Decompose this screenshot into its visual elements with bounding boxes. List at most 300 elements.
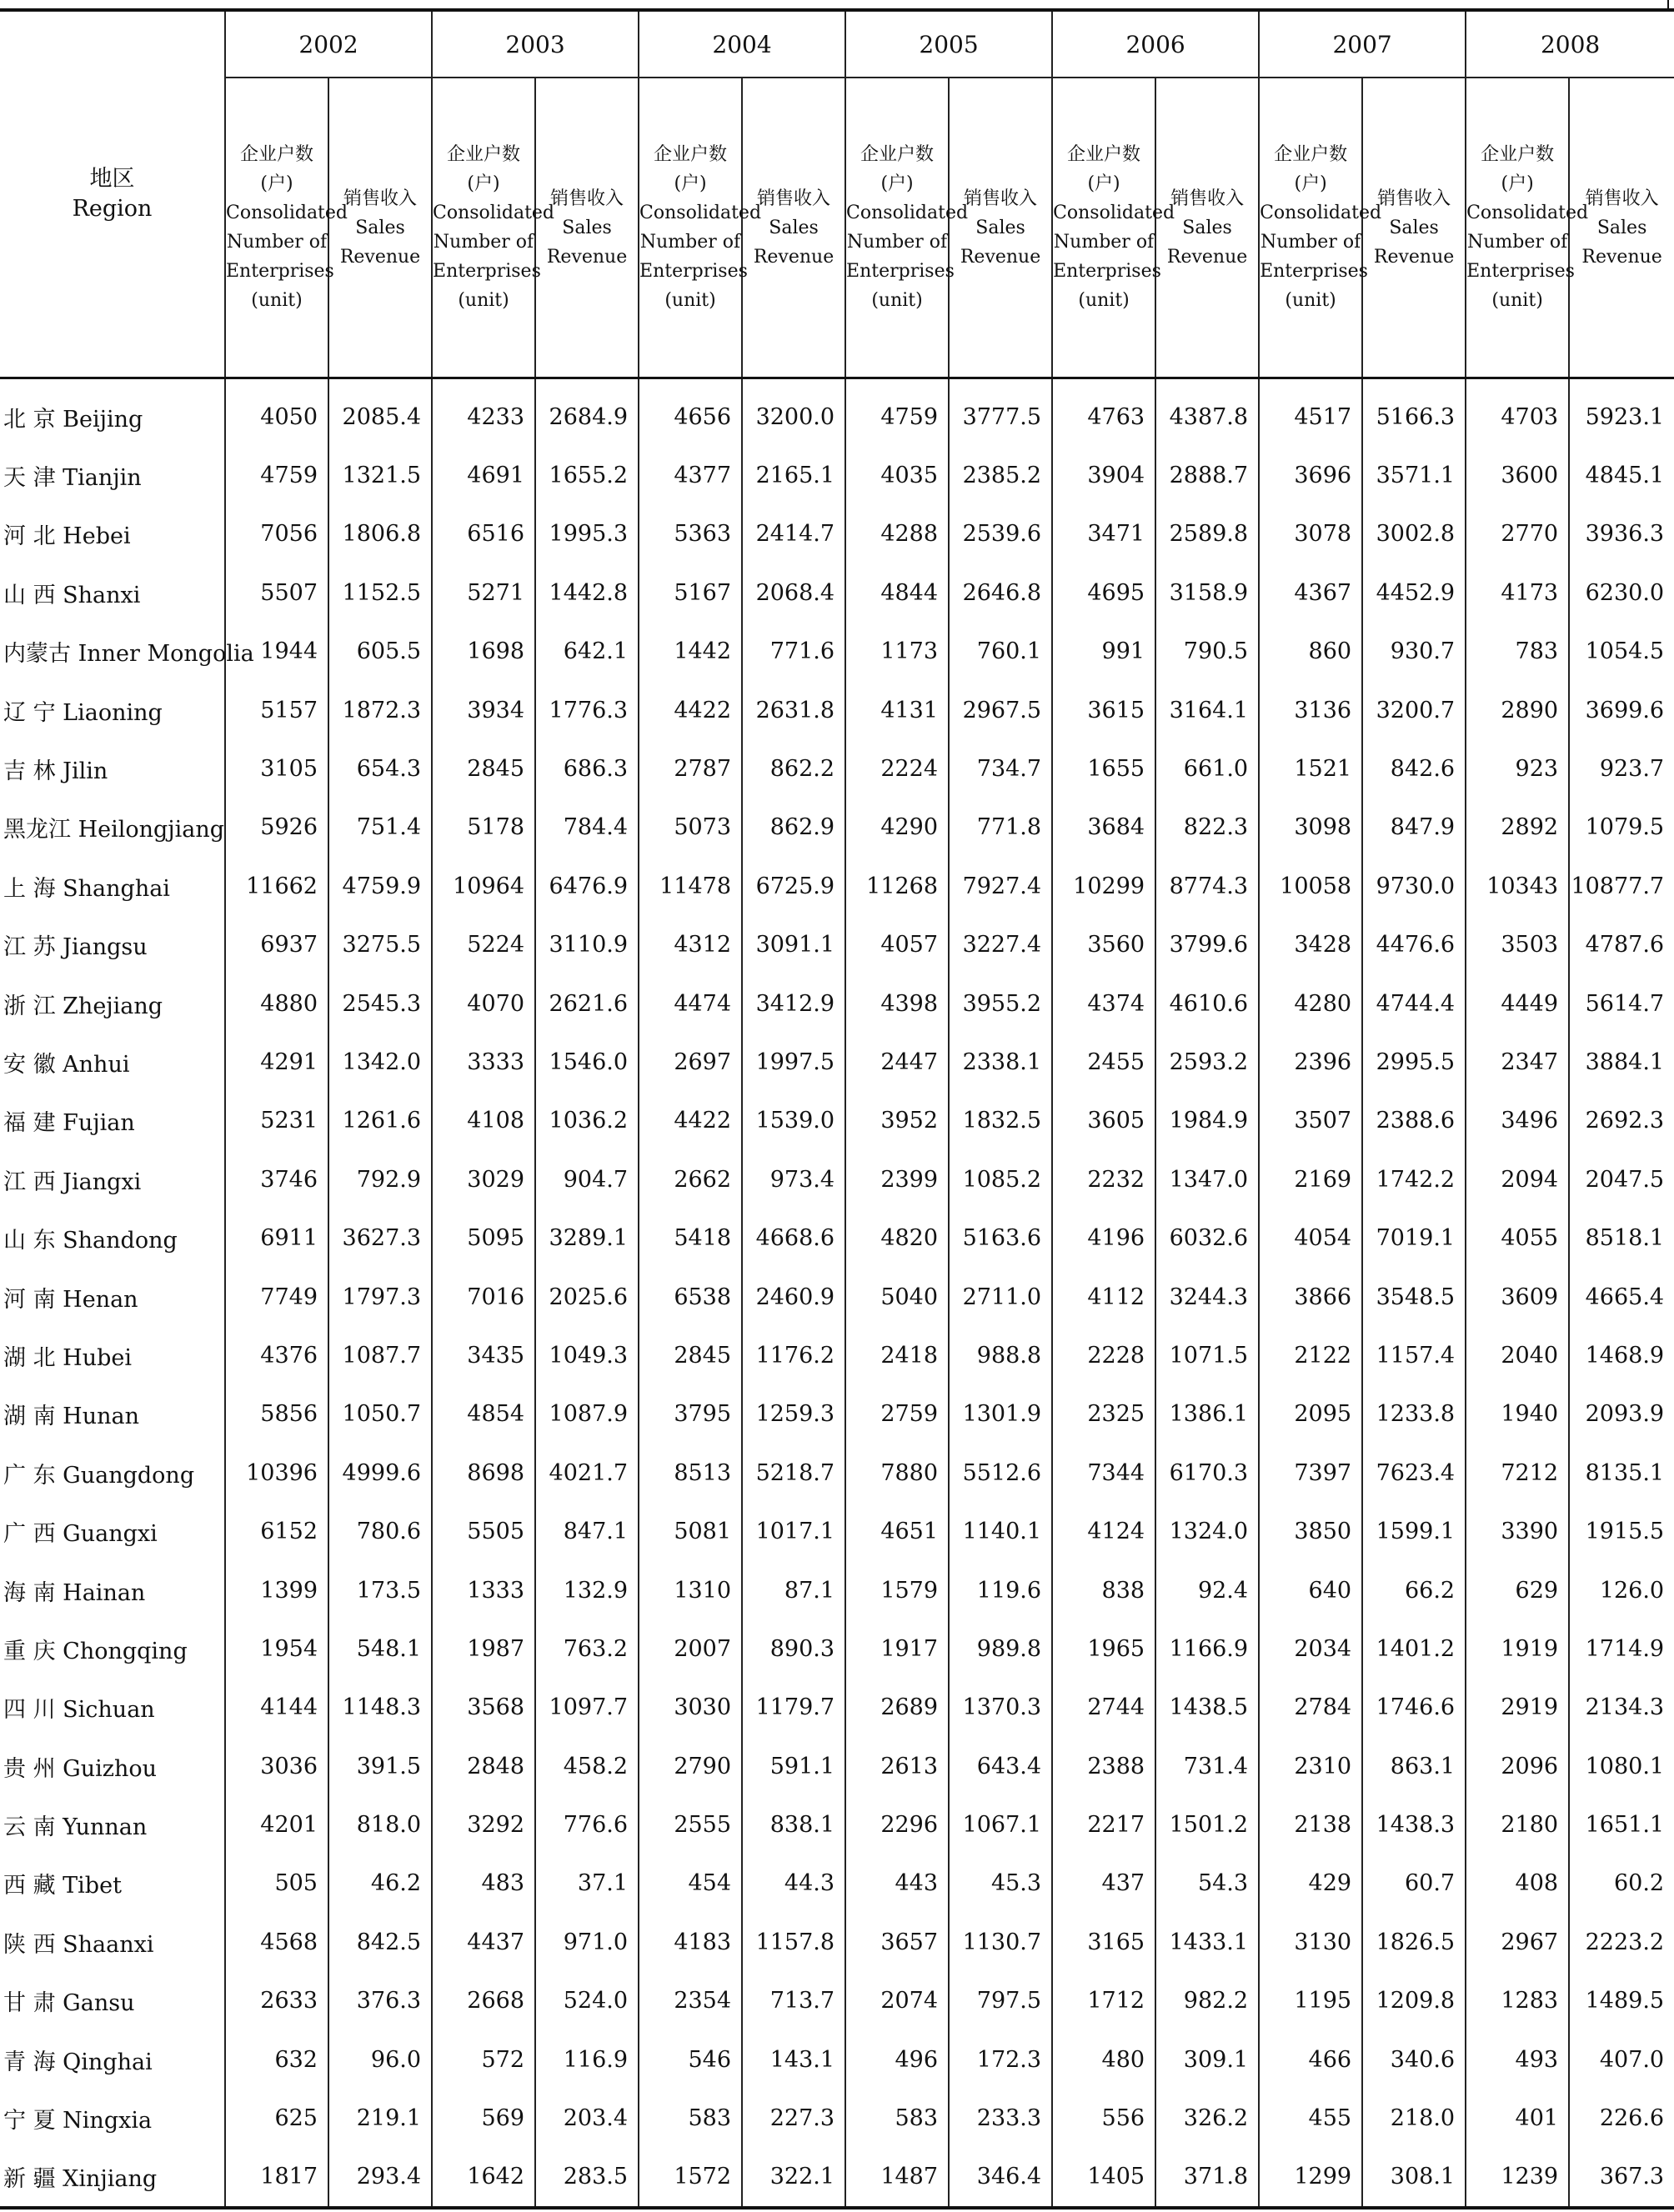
sales-revenue-cell: 1401.2: [1362, 1619, 1466, 1678]
region-name: 新 疆 Xinjiang: [0, 2148, 225, 2208]
enterprises-label-line: Number of: [226, 232, 328, 253]
enterprises-count-cell: 2555: [639, 1795, 742, 1854]
sales-revenue-cell: 283.5: [535, 2148, 639, 2208]
enterprises-count-cell: 1283: [1466, 1972, 1569, 2030]
enterprises-count-cell: 3078: [1259, 505, 1362, 563]
table-row: [0, 1150, 1674, 1209]
enterprises-count-cell: 2040: [1466, 1326, 1569, 1384]
sales-revenue-cell: 3412.9: [742, 974, 845, 1033]
sales-revenue-cell: 37.1: [535, 1854, 639, 1913]
sales-revenue-cell: 1489.5: [1585, 1988, 1665, 2014]
enterprises-count-cell: 783: [1466, 623, 1569, 681]
enterprises-label-line: 企业户数: [1067, 144, 1141, 166]
enterprises-count-cell: 2217: [1052, 1795, 1155, 1854]
enterprises-count-cell: 583: [639, 2089, 742, 2147]
sales-revenue-cell: 346.4: [949, 2148, 1052, 2208]
enterprises-count-cell: 3136: [1259, 681, 1362, 739]
sales-revenue-cell: 5218.7: [742, 1444, 845, 1502]
enterprises-count-cell: 2122: [1259, 1326, 1362, 1384]
enterprises-label-line: Number of: [1466, 232, 1568, 253]
sales-revenue-cell: 6032.6: [1155, 1209, 1259, 1267]
enterprises-count-cell: 1333: [432, 1561, 535, 1619]
enterprises-column-header: [225, 78, 348, 378]
revenue-label-line: Revenue: [960, 246, 1041, 268]
enterprises-count-cell: 4880: [225, 974, 328, 1033]
sales-revenue-cell: 2338.1: [949, 1033, 1052, 1091]
enterprises-count-cell: 4144: [225, 1679, 328, 1737]
enterprises-count-cell: 496: [845, 2030, 949, 2089]
enterprises-count-cell: 1487: [845, 2148, 949, 2208]
sales-revenue-cell: 1539.0: [742, 1092, 845, 1150]
enterprises-count-cell: 4651: [845, 1502, 949, 1560]
sales-revenue-cell: 2888.7: [1155, 446, 1259, 504]
year-header: 2008: [1466, 10, 1674, 78]
sales-revenue-cell: 60.2: [1613, 1870, 1665, 1897]
table-row: [0, 1209, 1674, 1267]
enterprises-count-cell: 3105: [225, 739, 328, 798]
enterprises-count-cell: 466: [1259, 2030, 1362, 2089]
enterprises-count-cell: 3435: [432, 1326, 535, 1384]
sales-revenue-cell: 340.6: [1362, 2030, 1466, 2089]
sales-revenue-cell: 930.7: [1362, 623, 1466, 681]
table-row: [0, 798, 1674, 857]
enterprises-count-cell: 505: [225, 1854, 328, 1913]
enterprises-count-cell: 4050: [225, 378, 328, 447]
sales-revenue-cell: 818.0: [328, 1795, 432, 1854]
enterprises-count-cell: 5418: [639, 1209, 742, 1267]
enterprises-count-cell: 4054: [1259, 1209, 1362, 1267]
sales-revenue-cell: 1347.0: [1155, 1150, 1259, 1209]
enterprises-count-cell: 1712: [1052, 1972, 1155, 2030]
enterprises-count-cell: 1917: [845, 1619, 949, 1678]
sales-revenue-cell: 5923.1: [1585, 403, 1665, 430]
enterprises-label-line: 企业户数: [860, 144, 935, 166]
sales-revenue-cell: 3627.3: [328, 1209, 432, 1267]
sales-revenue-cell: 4452.9: [1362, 563, 1466, 622]
table-row: [0, 1913, 1674, 1971]
sales-revenue-cell: 1806.8: [328, 505, 432, 563]
enterprises-count-cell: 4398: [845, 974, 949, 1033]
sales-revenue-cell: 1386.1: [1155, 1385, 1259, 1444]
enterprises-count-cell: 5073: [639, 798, 742, 857]
enterprises-count-cell: 4124: [1052, 1502, 1155, 1560]
table-row: [0, 681, 1674, 739]
region-name: 广 西 Guangxi: [0, 1502, 225, 1560]
revenue-label-line: 销售收入: [1170, 188, 1245, 209]
sales-revenue-cell: 5512.6: [949, 1444, 1052, 1502]
sales-revenue-cell: 6230.0: [1585, 579, 1665, 606]
enterprises-count-cell: 2613: [845, 1737, 949, 1795]
sales-revenue-cell: 1067.1: [949, 1795, 1052, 1854]
revenue-label-line: Revenue: [1581, 246, 1662, 268]
sales-revenue-cell: 2692.3: [1585, 1108, 1665, 1134]
sales-revenue-cell: 838.1: [742, 1795, 845, 1854]
year-header: 2005: [845, 10, 1052, 78]
revenue-label-line: Revenue: [1166, 246, 1248, 268]
enterprises-count-cell: 5926: [225, 798, 328, 857]
sales-revenue-cell: 973.4: [742, 1150, 845, 1209]
sales-revenue-cell: 988.8: [949, 1326, 1052, 1384]
enterprises-count-cell: 4695: [1052, 563, 1155, 622]
sales-revenue-cell: 8518.1: [1585, 1225, 1665, 1252]
sales-revenue-cell: 2093.9: [1585, 1401, 1665, 1428]
enterprises-count-cell: 5507: [225, 563, 328, 622]
sales-revenue-cell: 751.4: [328, 798, 432, 857]
sales-revenue-cell: 989.8: [949, 1619, 1052, 1678]
enterprises-count-cell: 3507: [1259, 1092, 1362, 1150]
sales-revenue-cell: 982.2: [1155, 1972, 1259, 2030]
sales-revenue-cell: 1546.0: [535, 1033, 639, 1091]
table-row: [0, 1092, 1674, 1150]
sales-revenue-cell: 771.6: [742, 623, 845, 681]
enterprises-count-cell: 4112: [1052, 1268, 1155, 1326]
sales-revenue-cell: 4021.7: [535, 1444, 639, 1502]
sales-revenue-cell: 923.7: [1599, 756, 1665, 783]
enterprises-count-cell: 923: [1466, 739, 1569, 798]
sales-revenue-cell: 2684.9: [535, 378, 639, 447]
enterprises-count-cell: 4437: [432, 1913, 535, 1971]
sales-revenue-cell: 686.3: [535, 739, 639, 798]
region-name: 天 津 Tianjin: [0, 446, 225, 504]
sales-revenue-cell: 862.2: [742, 739, 845, 798]
enterprises-count-cell: 2848: [432, 1737, 535, 1795]
enterprises-count-cell: 2662: [639, 1150, 742, 1209]
sales-revenue-cell: 847.1: [535, 1502, 639, 1560]
region-name: 上 海 Shanghai: [0, 857, 225, 915]
sales-revenue-cell: 1140.1: [949, 1502, 1052, 1560]
sales-revenue-cell: 96.0: [328, 2030, 432, 2089]
enterprises-label-line: (户): [880, 173, 914, 195]
enterprises-count-cell: 2095: [1259, 1385, 1362, 1444]
sales-revenue-cell: 4665.4: [1585, 1284, 1665, 1310]
enterprises-count-cell: 1521: [1259, 739, 1362, 798]
enterprises-count-cell: 1239: [1466, 2148, 1569, 2208]
sales-revenue-cell: 2589.8: [1155, 505, 1259, 563]
sales-revenue-cell: 87.1: [742, 1561, 845, 1619]
enterprises-count-cell: 3390: [1466, 1502, 1569, 1560]
sales-revenue-cell: 7019.1: [1362, 1209, 1466, 1267]
enterprises-count-cell: 454: [639, 1854, 742, 1913]
sales-revenue-cell: 792.9: [328, 1150, 432, 1209]
sales-revenue-cell: 822.3: [1155, 798, 1259, 857]
sales-revenue-cell: 3200.0: [742, 378, 845, 447]
enterprises-count-cell: 2770: [1466, 505, 1569, 563]
revenue-label-line: Sales: [1596, 217, 1647, 238]
sales-revenue-cell: 3002.8: [1362, 505, 1466, 563]
sales-revenue-cell: 4787.6: [1585, 932, 1665, 958]
enterprises-count-cell: 4374: [1052, 974, 1155, 1033]
sales-revenue-cell: 1233.8: [1362, 1385, 1466, 1444]
sales-revenue-cell: 458.2: [535, 1737, 639, 1795]
sales-revenue-cell: 1468.9: [1585, 1342, 1665, 1369]
sales-revenue-cell: 227.3: [742, 2089, 845, 2147]
sales-revenue-cell: 1036.2: [535, 1092, 639, 1150]
sales-revenue-cell: 890.3: [742, 1619, 845, 1678]
enterprises-count-cell: 2169: [1259, 1150, 1362, 1209]
enterprises-count-cell: 10396: [225, 1444, 328, 1502]
region-name: 重 庆 Chongqing: [0, 1619, 225, 1678]
enterprises-count-cell: 2396: [1259, 1033, 1362, 1091]
enterprises-count-cell: 1405: [1052, 2148, 1155, 2208]
enterprises-count-cell: 4854: [432, 1385, 535, 1444]
enterprises-count-cell: 3746: [225, 1150, 328, 1209]
region-name: 山 东 Shandong: [0, 1209, 225, 1267]
enterprises-count-cell: 3428: [1259, 916, 1362, 974]
enterprises-count-cell: 2310: [1259, 1737, 1362, 1795]
table-row: [0, 2148, 1674, 2208]
enterprises-label-line: Enterprises: [226, 261, 334, 283]
enterprises-count-cell: 5040: [845, 1268, 949, 1326]
sales-revenue-cell: 7927.4: [949, 857, 1052, 915]
sales-revenue-cell: 1984.9: [1155, 1092, 1259, 1150]
table-row: [0, 563, 1674, 622]
enterprises-count-cell: 2228: [1052, 1326, 1155, 1384]
sales-revenue-cell: 376.3: [328, 1972, 432, 2030]
enterprises-count-cell: 3605: [1052, 1092, 1155, 1150]
enterprises-count-cell: 2668: [432, 1972, 535, 2030]
revenue-column-header: [1155, 78, 1259, 378]
revenue-label-line: Sales: [975, 217, 1025, 238]
enterprises-count-cell: 1299: [1259, 2148, 1362, 2208]
sales-revenue-cell: 971.0: [535, 1913, 639, 1971]
enterprises-count-cell: 2034: [1259, 1619, 1362, 1678]
enterprises-count-cell: 443: [845, 1854, 949, 1913]
sales-revenue-cell: 407.0: [1599, 2046, 1665, 2073]
sales-revenue-cell: 1655.2: [535, 446, 639, 504]
sales-revenue-cell: 2414.7: [742, 505, 845, 563]
sales-revenue-cell: 3200.7: [1362, 681, 1466, 739]
sales-revenue-cell: 1776.3: [535, 681, 639, 739]
revenue-label-line: 销售收入: [1377, 188, 1451, 209]
region-enterprise-table: [0, 8, 1674, 2209]
enterprises-count-cell: 2784: [1259, 1679, 1362, 1737]
sales-revenue-cell: 293.4: [328, 2148, 432, 2208]
enterprises-count-cell: 2447: [845, 1033, 949, 1091]
sales-revenue-cell: 367.3: [1569, 2148, 1674, 2208]
table-row: [0, 1385, 1674, 1444]
enterprises-count-cell: 2633: [225, 1972, 328, 2030]
enterprises-count-cell: 7880: [845, 1444, 949, 1502]
sales-revenue-cell: 2995.5: [1362, 1033, 1466, 1091]
enterprises-count-cell: 3795: [639, 1385, 742, 1444]
enterprises-count-cell: 1987: [432, 1619, 535, 1678]
sales-revenue-cell: 591.1: [742, 1737, 845, 1795]
region-name: 北 京 Beijing: [0, 378, 225, 447]
enterprises-count-cell: 3600: [1466, 446, 1569, 504]
region-name: 江 苏 Jiangsu: [0, 916, 225, 974]
enterprises-label-line: Consolidated: [639, 203, 762, 224]
enterprises-count-cell: 5224: [432, 916, 535, 974]
enterprises-count-cell: 2094: [1466, 1150, 1569, 1209]
sales-revenue-cell: 173.5: [328, 1561, 432, 1619]
sales-revenue-cell: 219.1: [328, 2089, 432, 2147]
sales-revenue-cell: 2621.6: [535, 974, 639, 1033]
enterprises-count-cell: 640: [1259, 1561, 1362, 1619]
enterprises-count-cell: 4449: [1466, 974, 1569, 1033]
sales-revenue-cell: 2460.9: [742, 1268, 845, 1326]
sales-revenue-cell: 4610.6: [1155, 974, 1259, 1033]
sales-revenue-cell: 1152.5: [328, 563, 432, 622]
sales-revenue-cell: 1071.5: [1155, 1326, 1259, 1384]
enterprises-label-line: 企业户数: [447, 144, 521, 166]
revenue-label-line: Revenue: [546, 246, 628, 268]
sales-revenue-cell: 642.1: [535, 623, 639, 681]
enterprises-count-cell: 5157: [225, 681, 328, 739]
sales-revenue-cell: 326.2: [1155, 2089, 1259, 2147]
enterprises-count-cell: 7397: [1259, 1444, 1362, 1502]
table-row: [0, 2089, 1674, 2147]
enterprises-label-line: Consolidated: [1053, 203, 1175, 224]
enterprises-count-cell: 1817: [225, 2148, 328, 2208]
enterprises-label-line: (户): [467, 173, 500, 195]
sales-revenue-cell: 654.3: [328, 739, 432, 798]
table-row: [0, 1854, 1674, 1913]
enterprises-count-cell: 2744: [1052, 1679, 1155, 1737]
sales-revenue-cell: 862.9: [742, 798, 845, 857]
table-row: [0, 446, 1674, 504]
revenue-column-header: [1569, 78, 1674, 378]
enterprises-column-header: [432, 78, 555, 378]
sales-revenue-cell: 2223.2: [1585, 1929, 1665, 1955]
sales-revenue-cell: 5166.3: [1362, 378, 1466, 447]
enterprises-count-cell: 569: [432, 2089, 535, 2147]
enterprises-column-header: [1466, 78, 1589, 378]
enterprises-count-cell: 4196: [1052, 1209, 1155, 1267]
enterprises-column-header: [639, 78, 762, 378]
enterprises-count-cell: 2759: [845, 1385, 949, 1444]
sales-revenue-cell: 1261.6: [328, 1092, 432, 1150]
region-name: 安 徽 Anhui: [0, 1033, 225, 1091]
enterprises-count-cell: 6538: [639, 1268, 742, 1326]
sales-revenue-cell: 2068.4: [742, 563, 845, 622]
revenue-label-line: 销售收入: [964, 188, 1038, 209]
sales-revenue-cell: 116.9: [535, 2030, 639, 2089]
sales-revenue-cell: 1085.2: [949, 1150, 1052, 1209]
table-row: [0, 1795, 1674, 1854]
enterprises-count-cell: 4201: [225, 1795, 328, 1854]
enterprises-label-line: Number of: [1053, 232, 1155, 253]
sales-revenue-cell: 322.1: [742, 2148, 845, 2208]
enterprises-count-cell: 4131: [845, 681, 949, 739]
enterprises-count-cell: 2138: [1259, 1795, 1362, 1854]
sales-revenue-cell: 1832.5: [949, 1092, 1052, 1150]
sales-revenue-cell: 1148.3: [328, 1679, 432, 1737]
sales-revenue-cell: 3884.1: [1585, 1048, 1665, 1075]
enterprises-count-cell: 1442: [639, 623, 742, 681]
enterprises-count-cell: 1954: [225, 1619, 328, 1678]
enterprises-count-cell: 1195: [1259, 1972, 1362, 2030]
enterprises-count-cell: 3684: [1052, 798, 1155, 857]
sales-revenue-cell: 1915.5: [1585, 1519, 1665, 1545]
enterprises-count-cell: 4280: [1259, 974, 1362, 1033]
enterprises-count-cell: 3333: [432, 1033, 535, 1091]
enterprises-count-cell: 2845: [639, 1326, 742, 1384]
enterprises-count-cell: 1579: [845, 1561, 949, 1619]
enterprises-count-cell: 2455: [1052, 1033, 1155, 1091]
enterprises-count-cell: 3036: [225, 1737, 328, 1795]
enterprises-count-cell: 429: [1259, 1854, 1362, 1913]
region-name: 宁 夏 Ningxia: [0, 2089, 225, 2147]
revenue-label-line: 销售收入: [343, 188, 418, 209]
enterprises-count-cell: 632: [225, 2030, 328, 2089]
enterprises-label-line: (unit): [871, 290, 923, 312]
sales-revenue-cell: 3571.1: [1362, 446, 1466, 504]
sales-revenue-cell: 771.8: [949, 798, 1052, 857]
sales-revenue-cell: 1017.1: [742, 1502, 845, 1560]
sales-revenue-cell: 2545.3: [328, 974, 432, 1033]
enterprises-count-cell: 4376: [225, 1326, 328, 1384]
table-header: [0, 10, 1674, 378]
year-header: 2007: [1259, 10, 1466, 78]
enterprises-count-cell: 1572: [639, 2148, 742, 2208]
enterprises-label-line: (unit): [664, 290, 716, 312]
sales-revenue-cell: 172.3: [949, 2030, 1052, 2089]
sales-revenue-cell: 1049.3: [535, 1326, 639, 1384]
sales-revenue-cell: 1651.1: [1585, 1812, 1665, 1839]
region-name: 湖 北 Hubei: [0, 1326, 225, 1384]
sales-revenue-cell: 132.9: [535, 1561, 639, 1619]
enterprises-label-line: (户): [1087, 173, 1120, 195]
sales-revenue-cell: 203.4: [535, 2089, 639, 2147]
revenue-label-line: Sales: [355, 217, 405, 238]
enterprises-count-cell: 2790: [639, 1737, 742, 1795]
sales-revenue-cell: 3275.5: [328, 916, 432, 974]
enterprises-label-line: (unit): [1491, 290, 1543, 312]
enterprises-count-cell: 2399: [845, 1150, 949, 1209]
sales-revenue-cell: 1438.5: [1155, 1679, 1259, 1737]
enterprises-count-cell: 2890: [1466, 681, 1569, 739]
sales-revenue-cell: 6725.9: [742, 857, 845, 915]
revenue-label-line: 销售收入: [1585, 188, 1659, 209]
enterprises-label-line: 企业户数: [1274, 144, 1348, 166]
revenue-label-line: Revenue: [753, 246, 834, 268]
enterprises-count-cell: 3609: [1466, 1268, 1569, 1326]
enterprises-label-line: Consolidated: [226, 203, 348, 224]
enterprises-count-cell: 455: [1259, 2089, 1362, 2147]
revenue-column-header: [535, 78, 639, 378]
sales-revenue-cell: 4759.9: [328, 857, 432, 915]
enterprises-count-cell: 3029: [432, 1150, 535, 1209]
sales-revenue-cell: 1087.7: [328, 1326, 432, 1384]
enterprises-count-cell: 4474: [639, 974, 742, 1033]
enterprises-count-cell: 546: [639, 2030, 742, 2089]
region-label-cn: 地区: [89, 166, 135, 192]
sales-revenue-cell: 1130.7: [949, 1913, 1052, 1971]
sales-revenue-cell: 5163.6: [949, 1209, 1052, 1267]
sales-revenue-cell: 1166.9: [1155, 1619, 1259, 1678]
enterprises-count-cell: 7212: [1466, 1444, 1569, 1502]
sales-revenue-cell: 218.0: [1362, 2089, 1466, 2147]
enterprises-count-cell: 4844: [845, 563, 949, 622]
region-name: 河 北 Hebei: [0, 505, 225, 563]
column-subheader-row: [0, 78, 1674, 378]
table-row: [0, 378, 1674, 447]
table-row: [0, 1561, 1674, 1619]
enterprises-count-cell: 4312: [639, 916, 742, 974]
sales-revenue-cell: 10877.7: [1571, 873, 1665, 899]
enterprises-count-cell: 2689: [845, 1679, 949, 1737]
sales-revenue-cell: 3227.4: [949, 916, 1052, 974]
sales-revenue-cell: 1342.0: [328, 1033, 432, 1091]
enterprises-count-cell: 10343: [1466, 857, 1569, 915]
revenue-column-header: [1362, 78, 1466, 378]
enterprises-count-cell: 2354: [639, 1972, 742, 2030]
sales-revenue-cell: 1176.2: [742, 1326, 845, 1384]
region-name: 西 藏 Tibet: [0, 1854, 225, 1913]
enterprises-count-cell: 408: [1466, 1854, 1569, 1913]
sales-revenue-cell: 6170.3: [1155, 1444, 1259, 1502]
sales-revenue-cell: 45.3: [949, 1854, 1052, 1913]
